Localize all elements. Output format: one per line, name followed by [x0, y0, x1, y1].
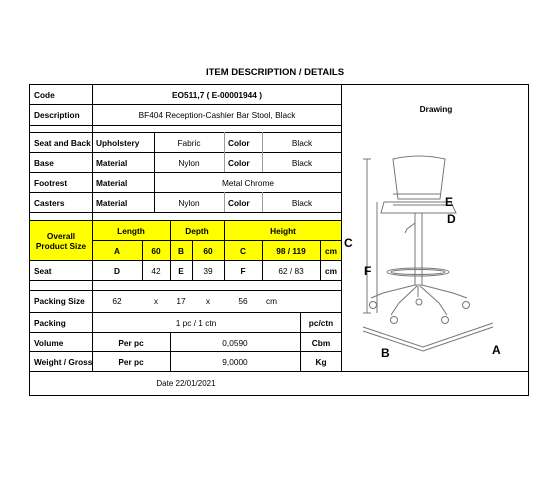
dim-d-letter: D [114, 266, 120, 276]
base-material: Nylon [178, 158, 200, 168]
base-color-label: Color [228, 158, 250, 168]
caster [442, 317, 449, 324]
casters-color-label: Color [228, 198, 250, 208]
dim-b-letter: B [170, 241, 192, 261]
seat-back-label: Seat and Back [34, 138, 91, 148]
base-legs [371, 285, 467, 315]
footrest-material: Metal Chrome [221, 178, 275, 188]
bar-stool-drawing [341, 145, 529, 395]
dim-overall-unit: cm [320, 241, 342, 261]
caster [463, 302, 470, 309]
packing-value: 1 pc / 1 ctn [175, 318, 217, 328]
dim-a-letter: A [92, 241, 142, 261]
packing-label: Packing [34, 318, 66, 328]
weight-value: 9,0000 [222, 356, 248, 367]
dim-e-value: 39 [203, 266, 213, 276]
seat-back-color: Black [291, 138, 313, 148]
caster [416, 299, 422, 305]
item-details-sheet [29, 84, 529, 396]
packing-height: 56 [238, 296, 248, 306]
length-header: Length [92, 221, 170, 241]
drawing-letter-f: F [364, 264, 372, 278]
seat-back-material: Fabric [177, 138, 201, 148]
casters-label: Casters [34, 198, 65, 208]
weight-label: Weight / Gross [34, 356, 93, 367]
dim-seat-unit: cm [325, 266, 337, 276]
dim-c-letter: C [224, 241, 262, 261]
drawing-letter-d: D [447, 212, 456, 226]
volume-unit: Cbm [311, 337, 331, 348]
seat-back-color-label: Color [228, 138, 250, 148]
caster [370, 302, 377, 309]
packing-x1: x [153, 296, 159, 306]
drawing-letter-a: A [492, 343, 501, 357]
backrest-shape [393, 156, 445, 199]
volume-label: Volume [34, 337, 64, 348]
packing-size-label: Packing Size [34, 296, 85, 306]
drawing-letter-b: B [381, 346, 390, 360]
seat-label: Seat [34, 266, 52, 276]
base-label: Base [34, 158, 54, 168]
drawing-letter-e: E [445, 195, 454, 209]
weight-unit: Kg [315, 356, 327, 367]
dim-f-letter: F [240, 266, 246, 276]
casters-color: Black [291, 198, 313, 208]
depth-header: Depth [170, 221, 224, 241]
dim-d-value: 42 [151, 266, 161, 276]
dim-f-value: 62 / 83 [278, 266, 304, 276]
volume-value: 0,0590 [222, 337, 248, 348]
packing-unit: pc/ctn [308, 318, 334, 328]
height-header: Height [224, 221, 342, 241]
dim-e-letter: E [178, 266, 184, 276]
packing-size-unit: cm [266, 296, 278, 306]
caster [391, 317, 398, 324]
code-value: EO511,7 ( E-00001944 ) [172, 90, 262, 100]
footrest-attr: Material [96, 178, 128, 188]
description-value: BF404 Reception-Cashier Bar Stool, Black [138, 110, 296, 120]
weight-per: Per pc [118, 356, 144, 367]
document-title: ITEM DESCRIPTION / DETAILS [205, 67, 345, 78]
packing-width: 17 [176, 296, 186, 306]
description-label: Description [34, 110, 80, 120]
dim-b-value: 60 [192, 241, 224, 261]
base-color: Black [291, 158, 313, 168]
footrest-label: Footrest [34, 178, 68, 188]
casters-material: Nylon [178, 198, 200, 208]
overall-size-label: Overall Product Size [30, 221, 92, 261]
seat-back-attr: Upholstery [96, 138, 140, 148]
drawing-label: Drawing [419, 104, 453, 114]
dim-a-value: 60 [142, 241, 170, 261]
dim-c-value: 98 / 119 [262, 241, 320, 261]
packing-x2: x [205, 296, 211, 306]
base-attr: Material [96, 158, 128, 168]
packing-length: 62 [112, 296, 122, 306]
drawing-letter-c: C [344, 236, 353, 250]
volume-per: Per pc [118, 337, 144, 348]
code-label: Code [34, 90, 55, 100]
casters-attr: Material [96, 198, 128, 208]
date-footer: Date 22/01/2021 [156, 379, 216, 388]
